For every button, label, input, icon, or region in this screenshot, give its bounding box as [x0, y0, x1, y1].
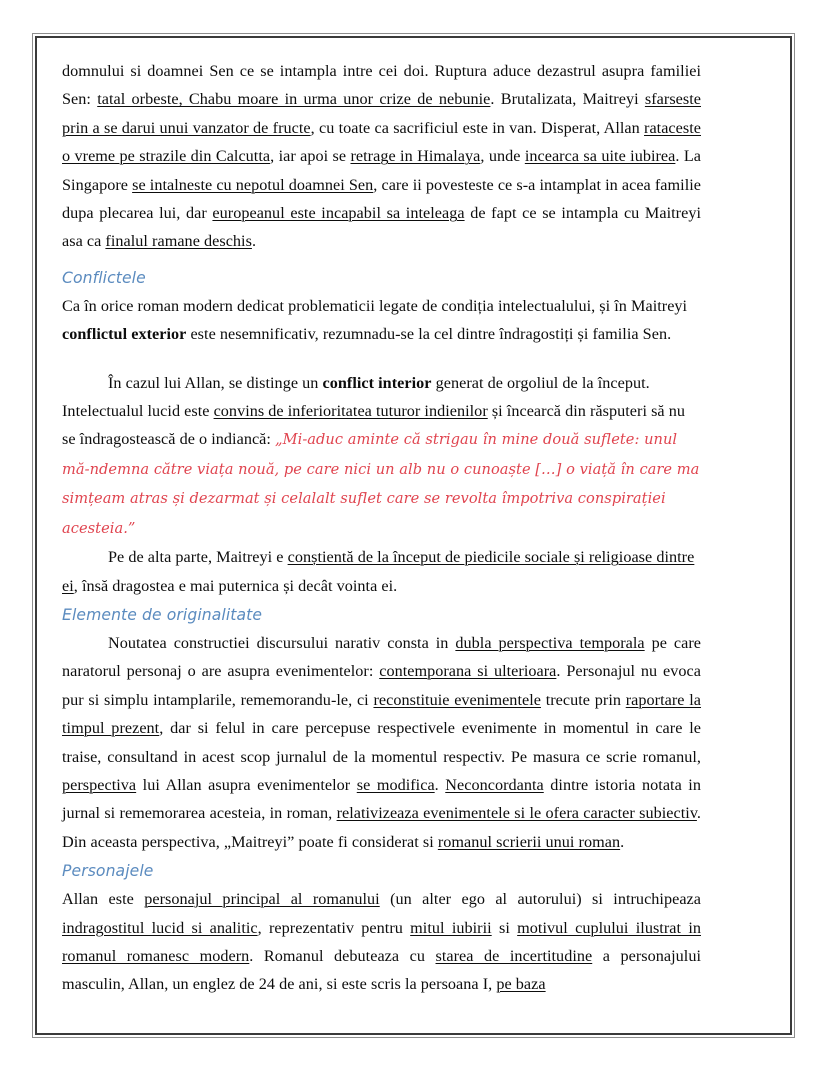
text-run: domnului si doamnei Sen ce se intampla intre cei doi. Ruptura aduce dezastrul asupra familiei Sen:	[62, 62, 701, 109]
text-run: Ca în orice roman modern dedicat problematicii legate de condiția intelectualului, și în Maitreyi	[62, 296, 688, 315]
text-run: de fapt ce se intampla cu Maitreyi asa ca	[62, 204, 701, 251]
underlined-phrase: perspectiva	[62, 775, 137, 794]
heading-conflictele: Conflictele	[62, 268, 146, 287]
underlined-phrase: incearca sa uite iubirea	[524, 147, 676, 166]
text-run: , însă dragostea e mai puternica și decât vointa ei.	[73, 576, 398, 595]
underlined-phrase: sfarseste prin a se darui unui vanzator de fructe	[62, 90, 701, 137]
underlined-phrase: rataceste o vreme pe strazile din Calcutta	[62, 118, 701, 166]
text-run: pe care naratorul personaj o are asupra evenimentelor:	[62, 633, 702, 681]
text-run: Allan este	[62, 890, 145, 909]
text-run: , dar si felul in care percepuse respectivele evenimente in momentul in care le traise, consultand in acest scop jurnalul de la momentul respectiv. Pe masura ce scrie romanul,	[62, 719, 701, 766]
paragraph-personajele	[62, 885, 701, 999]
underlined-phrase: Neconcordanta	[445, 775, 544, 794]
underlined-phrase: convins de inferioritatea tuturor indienilor	[213, 402, 488, 421]
text-run: (un alter ego al autorului) si intruchipeaza	[379, 890, 701, 909]
text-run: , reprezentativ pentru	[257, 918, 411, 937]
text-run: și încearcă din răsputeri să nu se îndragostească de o indiancă:	[62, 402, 686, 449]
text-run: . La Singapore	[62, 147, 702, 194]
underlined-phrase: indragostitul lucid si analitic	[62, 918, 258, 937]
underlined-phrase: personajul principal al romanului	[144, 890, 380, 909]
text-run: Noutatea constructiei discursului narativ consta in	[108, 633, 456, 652]
text-run: Pe de alta parte, Maitreyi e	[108, 548, 288, 567]
text-run: .	[620, 832, 625, 851]
paragraph-conflict-interior	[62, 369, 701, 543]
underlined-phrase: se modifica	[356, 775, 435, 794]
text-run: si	[491, 918, 518, 937]
paragraph-intro	[62, 57, 701, 256]
text-run: , care ii povesteste ce s-a intamplat in acea familie dupa plecarea lui, dar	[62, 175, 702, 223]
underlined-phrase: mitul iubirii	[410, 918, 492, 937]
underlined-phrase: relativizeaza evenimentele si le ofera caracter subiectiv	[336, 804, 697, 823]
text-run: dintre istoria notata in jurnal si rememorarea acesteia, in roman,	[62, 775, 701, 823]
heading-personajele: Personajele	[62, 862, 154, 881]
text-run: , iar apoi se	[270, 147, 351, 166]
text-run: . Brutalizata, Maitreyi	[490, 90, 645, 109]
paragraph-elemente	[62, 629, 701, 856]
text-run: În cazul lui Allan, se distinge un	[108, 373, 323, 392]
underlined-phrase: starea de incertitudine	[435, 946, 593, 965]
underlined-phrase: dubla perspectiva temporala	[455, 633, 645, 652]
text-run: este nesemnificativ, rezumnadu-se la cel dintre îndragostiți și familia Sen.	[186, 325, 672, 344]
underlined-phrase: europeanul este incapabil sa inteleaga	[212, 204, 465, 223]
underlined-phrase: conștientă de la început de piedicile sociale și religioase dintre ei	[62, 548, 695, 595]
underlined-phrase: tatal orbeste, Chabu moare in urma unor crize de nebunie	[97, 90, 491, 109]
text-run: a personajului masculin, Allan, un englez de 24 de ani, si este scris la persoana I,	[62, 946, 701, 994]
paragraph-conflict-exterior	[62, 292, 701, 349]
underlined-phrase: romanul scrierii unui roman	[437, 832, 621, 851]
bold-phrase: conflict interior	[322, 373, 432, 392]
text-run: , unde	[480, 147, 525, 166]
heading-elemente-de-originalitate: Elemente de originalitate	[62, 605, 263, 624]
underlined-phrase: motivul cuplului ilustrat in romanul romanesc modern	[62, 918, 701, 965]
underlined-phrase: retrage in Himalaya	[350, 147, 481, 166]
underlined-phrase: se intalneste cu nepotul doamnei Sen	[132, 175, 374, 194]
red-italic-quote: „Mi-aduc aminte că strigau în mine două suflete: unul mă-ndemna către viața nouă, pe care nici un alb nu o cunoaște […] o viață în care ma simțeam atras și dezarmat și celalalt suflet care se revolta împotriva conspirației acesteia.”	[62, 431, 700, 537]
text-run: .	[251, 232, 257, 251]
text-run: lui Allan asupra evenimentelor	[136, 775, 357, 794]
text-run: generat de orgoliul de la început. Intelectualul lucid este	[62, 373, 650, 421]
underlined-phrase: pe baza	[496, 975, 546, 994]
paragraph-maitreyi-constienta	[62, 543, 701, 600]
underlined-phrase: contemporana si ulterioara	[379, 662, 557, 681]
text-run: , cu toate ca sacrificiul este in van. Disperat, Allan	[310, 118, 645, 137]
underlined-phrase: finalul ramane deschis	[105, 232, 252, 251]
bold-phrase: conflictul exterior	[62, 325, 187, 344]
text-run: .	[434, 775, 446, 794]
text-run: . Romanul debuteaza cu	[249, 946, 436, 965]
text-run: . Personajul nu evoca pur si simplu intamplarile, rememorandu-le, ci	[62, 662, 701, 709]
text-run: . Din aceasta perspectiva, „Maitreyi” poate fi considerat si	[62, 804, 701, 851]
text-run: trecute prin	[540, 690, 626, 709]
underlined-phrase: raportare la timpul prezent	[62, 690, 702, 738]
document-text-column	[62, 57, 701, 999]
underlined-phrase: reconstituie evenimentele	[373, 690, 541, 709]
